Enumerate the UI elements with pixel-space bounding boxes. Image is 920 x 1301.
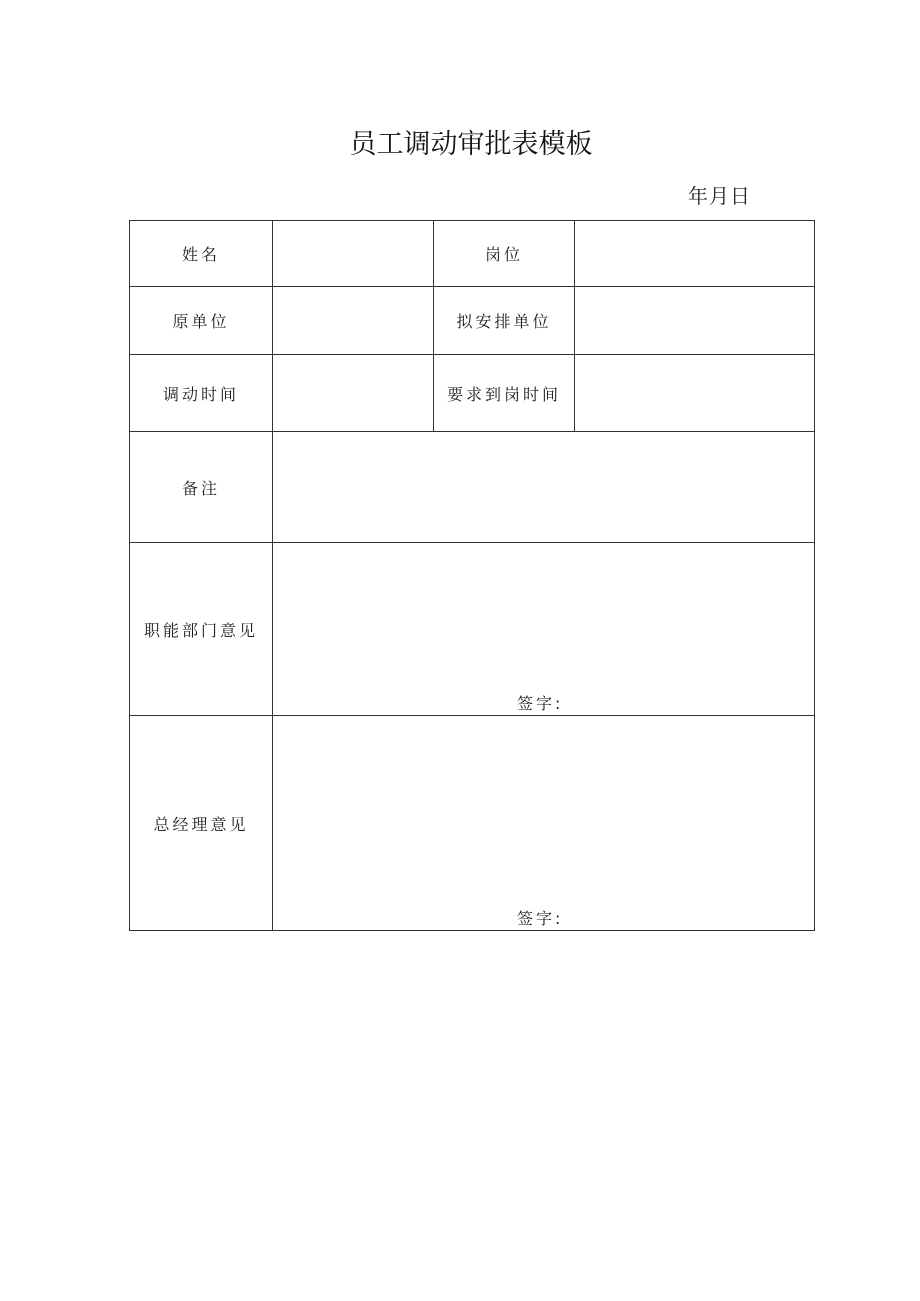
form-row-remarks xyxy=(130,432,815,543)
original-unit-field[interactable] xyxy=(273,287,434,355)
dept-signature-label: 签字: xyxy=(517,694,564,713)
remarks-field[interactable] xyxy=(273,432,815,543)
name-field[interactable] xyxy=(273,221,434,287)
planned-unit-label: 拟安排单位 xyxy=(434,287,575,355)
form-row-unit xyxy=(130,287,815,355)
gm-signature-label: 签字: xyxy=(517,909,564,928)
transfer-time-field[interactable] xyxy=(273,355,434,432)
position-label: 岗位 xyxy=(434,221,575,287)
report-time-label: 要求到岗时间 xyxy=(434,355,575,432)
report-time-field[interactable] xyxy=(575,355,815,432)
planned-unit-field[interactable] xyxy=(575,287,815,355)
remarks-label: 备注 xyxy=(130,432,273,543)
form-row-gm-opinion xyxy=(130,716,815,931)
dept-opinion-label: 职能部门意见 xyxy=(130,543,273,716)
transfer-approval-form xyxy=(129,220,815,931)
original-unit-label: 原单位 xyxy=(130,287,273,355)
name-label: 姓名 xyxy=(130,221,273,287)
form-row-dept-opinion xyxy=(130,543,815,716)
form-row-time xyxy=(130,355,815,432)
transfer-time-label: 调动时间 xyxy=(130,355,273,432)
position-field[interactable] xyxy=(575,221,815,287)
date-line: 年月日 xyxy=(688,184,751,208)
form-title: 员工调动审批表模板 xyxy=(349,129,593,160)
gm-opinion-field[interactable] xyxy=(273,716,815,931)
form-row-name xyxy=(130,221,815,287)
dept-opinion-field[interactable] xyxy=(273,543,815,716)
gm-opinion-label: 总经理意见 xyxy=(130,716,273,931)
